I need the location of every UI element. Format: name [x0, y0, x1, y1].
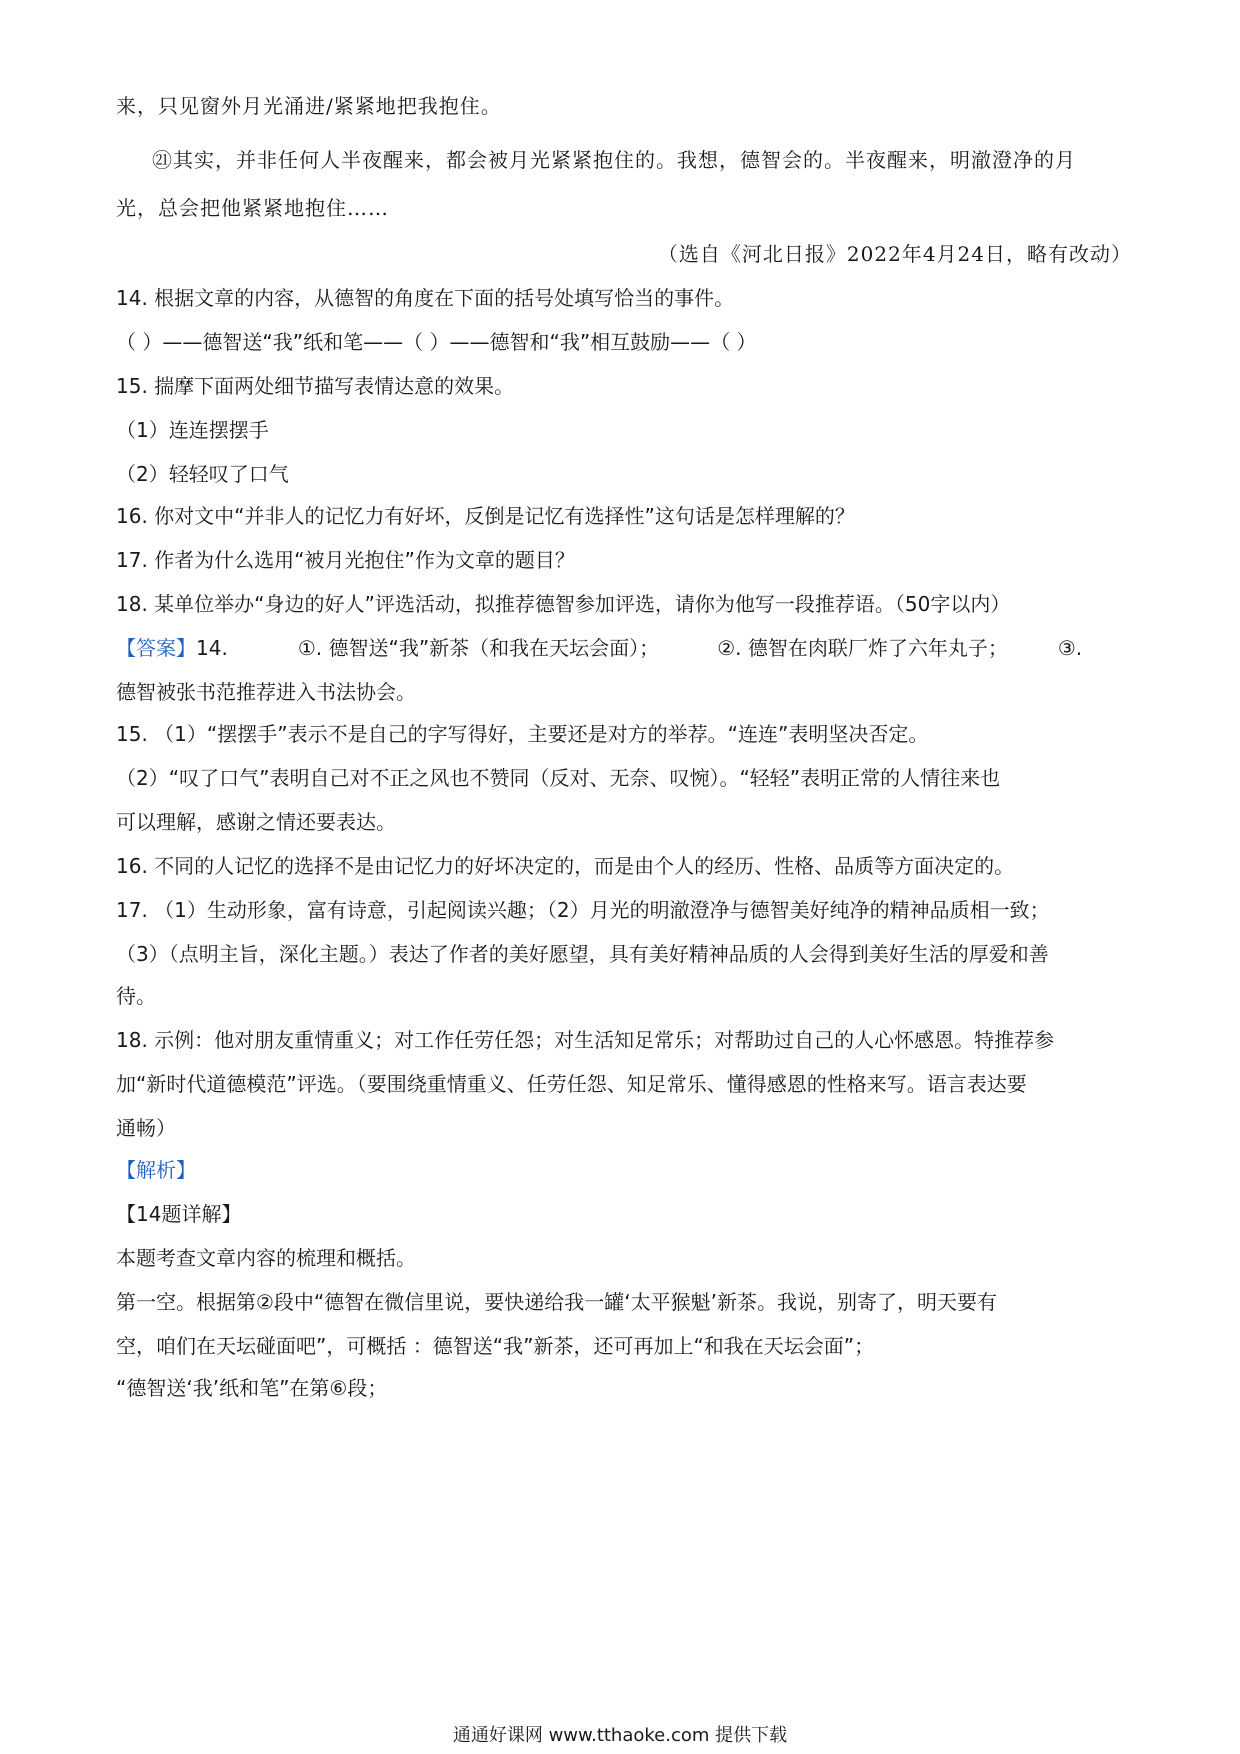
- blank-1: （ ）: [116, 330, 163, 354]
- answer-15-item-2-continued: 可以理解，感谢之情还要表达。: [116, 810, 396, 834]
- question-17: 17. 作者为什么选用“被月光抱住”作为文章的题目？: [116, 548, 575, 572]
- question-14-blanks: [116, 328, 1132, 356]
- analysis-label: 【解析】: [116, 1158, 196, 1182]
- question-16: 16. 你对文中“并非人的记忆力有好坏，反倒是记忆有选择性”这句话是怎样理解的？: [116, 504, 855, 528]
- answer-14-part-2: ②. 德智在肉联厂炸了六年丸子；: [717, 636, 1008, 660]
- passage-paragraph-21: ㉑其实，并非任何人半夜醒来，都会被月光紧紧抱住的。我想，德智会的。半夜醒来，明澈澄净的月: [152, 148, 1076, 172]
- blank-3: （ ）: [710, 330, 757, 354]
- answer-16: 16. 不同的人记忆的选择不是由记忆力的好坏决定的，而是由个人的经历、性格、品质等方面决定的。: [116, 854, 1015, 878]
- question-14: 14. 根据文章的内容，从德智的角度在下面的括号处填写恰当的事件。: [116, 286, 735, 310]
- event-sequence-2: ——德智和“我”相互鼓励——: [449, 330, 711, 354]
- answer-label: 【答案】: [116, 636, 196, 660]
- question-18: 18. 某单位举办“身边的好人”评选活动，拟推荐德智参加评选，请你为他写一段推荐语。（50字以内）: [116, 592, 1011, 616]
- answer-18-continued: 加“新时代道德模范”评选。（要围绕重情重义、任劳任怨、知足常乐、懂得感恩的性格来写。语言表达要: [116, 1072, 1027, 1096]
- passage-line: 光，总会把他紧紧地抱住……: [116, 196, 389, 220]
- event-sequence-1: ——德智送“我”纸和笔——: [162, 330, 404, 354]
- question-15: 15. 揣摩下面两处细节描写表情达意的效果。: [116, 374, 515, 398]
- analysis-intro: 本题考查文章内容的梳理和概括。: [116, 1246, 416, 1270]
- blank-2: （ ）: [403, 330, 450, 354]
- analysis-paragraph-2: “德智送‘我’纸和笔”在第⑥段；: [116, 1376, 388, 1400]
- answer-15-item-2: （2）“叹了口气”表明自己对不正之风也不赞同（反对、无奈、叹惋）。“轻轻”表明正常的人情往来也: [116, 766, 1001, 790]
- question-15-item-1: （1）连连摆摆手: [116, 418, 269, 442]
- answer-15-item-1: 15. （1）“摆摆手”表示不是自己的字写得好，主要还是对方的举荐。“连连”表明坚决否定。: [116, 722, 929, 746]
- answer-14-part-1: ①. 德智送“我”新茶（和我在天坛会面）；: [297, 636, 660, 660]
- footer-credit: 通通好课网 www.tthaoke.com 提供下载: [452, 1725, 788, 1746]
- passage-line: 来，只见窗外月光涌进/紧紧地把我抱住。: [116, 94, 502, 118]
- answer-17-end: 待。: [116, 984, 156, 1008]
- answer-14-part-3: ③.: [1057, 636, 1083, 660]
- answer-18: 18. 示例：他对朋友重情重义；对工作任劳任怨；对生活知足常乐；对帮助过自己的人心怀感恩。特推荐参: [116, 1028, 1055, 1052]
- analysis-paragraph: 第一空。根据第②段中“德智在微信里说，要快递给我一罐‘太平猴魁’新茶。我说，别寄了，明天要有: [116, 1290, 998, 1314]
- answer-14: [116, 634, 1132, 662]
- passage-source: （选自《河北日报》2022年4月24日，略有改动）: [657, 242, 1132, 266]
- analysis-14-heading: 【14题详解】: [116, 1202, 242, 1226]
- answer-18-end: 通畅）: [116, 1116, 176, 1140]
- answer-14-number: 14.: [196, 636, 228, 660]
- answer-14-continued: 德智被张书范推荐进入书法协会。: [116, 680, 416, 704]
- answer-17-continued: （3）（点明主旨，深化主题。）表达了作者的美好愿望，具有美好精神品质的人会得到美好生活的厚爱和善: [116, 942, 1049, 966]
- answer-17: 17. （1）生动形象，富有诗意，引起阅读兴趣；（2）月光的明澈澄净与德智美好纯净的精神品质相一致；: [116, 898, 1050, 922]
- question-15-item-2: （2）轻轻叹了口气: [116, 462, 289, 486]
- analysis-paragraph-continued: 空，咱们在天坛碰面吧”，可概括 ：德智送“我”新茶，还可再加上“和我在天坛会面”；: [116, 1334, 875, 1358]
